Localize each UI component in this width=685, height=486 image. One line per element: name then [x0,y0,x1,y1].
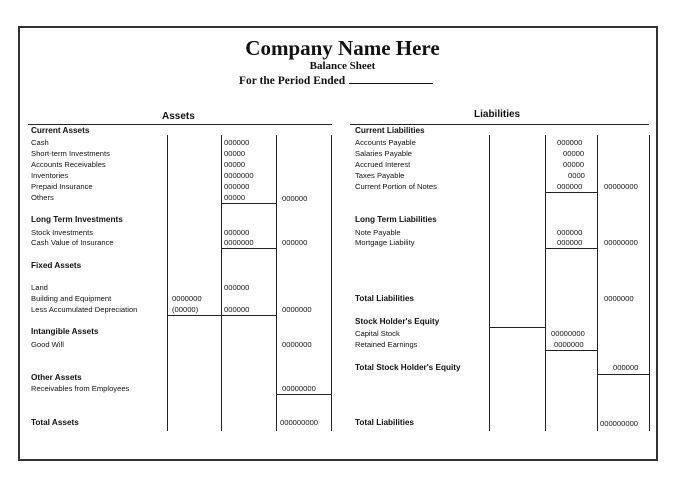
assets-col4-divider [331,135,332,431]
asset-row-value: 000000 [224,182,250,191]
assets-col3-divider [276,135,277,431]
asset-subtotal-value: 0000000 [282,305,312,314]
liability-subtotal-value: 00000000 [604,182,638,191]
liability-row-value: 0000 [568,171,585,180]
equity-row-name: Capital Stock [355,329,400,338]
period-label: For the Period Ended [239,75,346,87]
other-assets-label: Other Assets [31,373,82,382]
asset-row-value: (00000) [172,305,199,314]
grand-total-label: Total Liabilities [355,418,414,427]
liab-current-subtotal-rule [545,192,597,193]
liab-col1-divider [489,135,490,431]
liability-row-name: Accounts Payable [355,138,416,147]
assets-lti-subtotal-rule [221,248,276,249]
asset-row-name: Land [31,283,48,292]
asset-row-value: 000000 [224,228,250,237]
asset-row-name: Short-term Investments [31,149,110,158]
equity-row-name: Retained Earnings [355,340,418,349]
asset-row-value: 00000 [224,160,246,169]
equity-label: Stock Holder's Equity [355,317,440,326]
asset-row-value: 0000000 [224,238,254,247]
period-blank[interactable] [349,74,433,84]
liability-row-name: Mortgage Liability [355,238,415,247]
liability-row-value: 000000 [557,182,583,191]
liability-row-value: 00000 [563,149,585,158]
period-line [239,74,433,87]
liab-col2-divider [545,135,546,431]
total-assets-label: Total Assets [31,418,79,427]
asset-row-value: 00000 [224,193,246,202]
liab-equity-top-rule [489,327,545,328]
asset-row-name: Stock Investments [31,228,94,237]
assets-other-total-rule [276,394,331,395]
total-assets-value: 000000000 [280,418,319,427]
total-equity-label: Total Stock Holder's Equity [355,363,461,372]
total-equity-value: 000000 [613,363,639,372]
assets-col2-divider [221,135,222,431]
asset-row-name: Inventories [31,171,69,180]
liability-row-name: Taxes Payable [355,171,405,180]
equity-row-value: 0000000 [554,340,584,349]
long-term-investments-label: Long Term Investments [31,215,123,224]
liability-row-value: 000000 [557,228,583,237]
asset-row-name: Prepaid Insurance [31,182,93,191]
grand-total-value: 000000000 [600,419,639,428]
asset-subtotal-value: 00000000 [282,384,316,393]
asset-row-name: Good Will [31,340,64,349]
liabilities-heading: Liabilities [474,109,521,120]
asset-row-value: 00000 [224,149,246,158]
total-liabilities-label: Total Liabilities [355,294,414,303]
assets-heading: Assets [162,111,195,122]
liab-col4-divider [649,135,650,431]
long-term-liabilities-label: Long Term Liabilities [355,215,437,224]
asset-row-value: 000000 [224,283,250,292]
asset-row-name: Receivables from Employees [31,384,130,393]
liabilities-top-rule [350,124,649,125]
asset-subtotal-value: 0000000 [282,340,312,349]
equity-row-value: 00000000 [551,329,585,338]
current-liabilities-label: Current Liabilities [355,126,425,135]
assets-current-subtotal-rule [221,203,276,204]
asset-subtotal-value: 000000 [282,238,308,247]
assets-fixed-subtotal-rule [167,315,276,316]
asset-row-value: 000000 [224,305,250,314]
liab-equity-total-rule [597,374,649,375]
asset-row-name: Less Accumulated Depreciation [31,305,138,314]
asset-row-name: Cash Value of Insurance [31,238,114,247]
liability-row-name: Accrued Interest [355,160,411,169]
liability-row-value: 00000 [563,160,585,169]
asset-row-name: Building and Equipment [31,294,112,303]
liability-row-name: Current Portion of Notes [355,182,437,191]
asset-row-name: Others [31,193,54,202]
liability-subtotal-value: 00000000 [604,238,638,247]
current-assets-label: Current Assets [31,126,90,135]
asset-row-value: 000000 [224,138,250,147]
company-name: Company Name Here [245,36,440,60]
liability-row-value: 000000 [557,138,583,147]
asset-row-name: Accounts Receivables [31,160,106,169]
assets-col1-divider [167,135,168,431]
liability-row-value: 000000 [557,238,583,247]
asset-row-value: 0000000 [172,294,202,303]
liab-col3-divider [597,135,598,431]
intangible-assets-label: Intangible Assets [31,327,99,336]
fixed-assets-label: Fixed Assets [31,261,82,270]
liab-lt-subtotal-rule [545,248,597,249]
asset-row-value: 0000000 [224,171,254,180]
liab-equity-subtotal-rule [545,350,597,351]
asset-row-name: Cash [31,138,49,147]
document-subtitle: Balance Sheet [309,60,376,72]
total-liabilities-value: 0000000 [604,294,634,303]
liability-row-name: Note Payable [355,228,401,237]
assets-top-rule [28,124,332,125]
asset-subtotal-value: 000000 [282,194,308,203]
liability-row-name: Salaries Payable [355,149,412,158]
